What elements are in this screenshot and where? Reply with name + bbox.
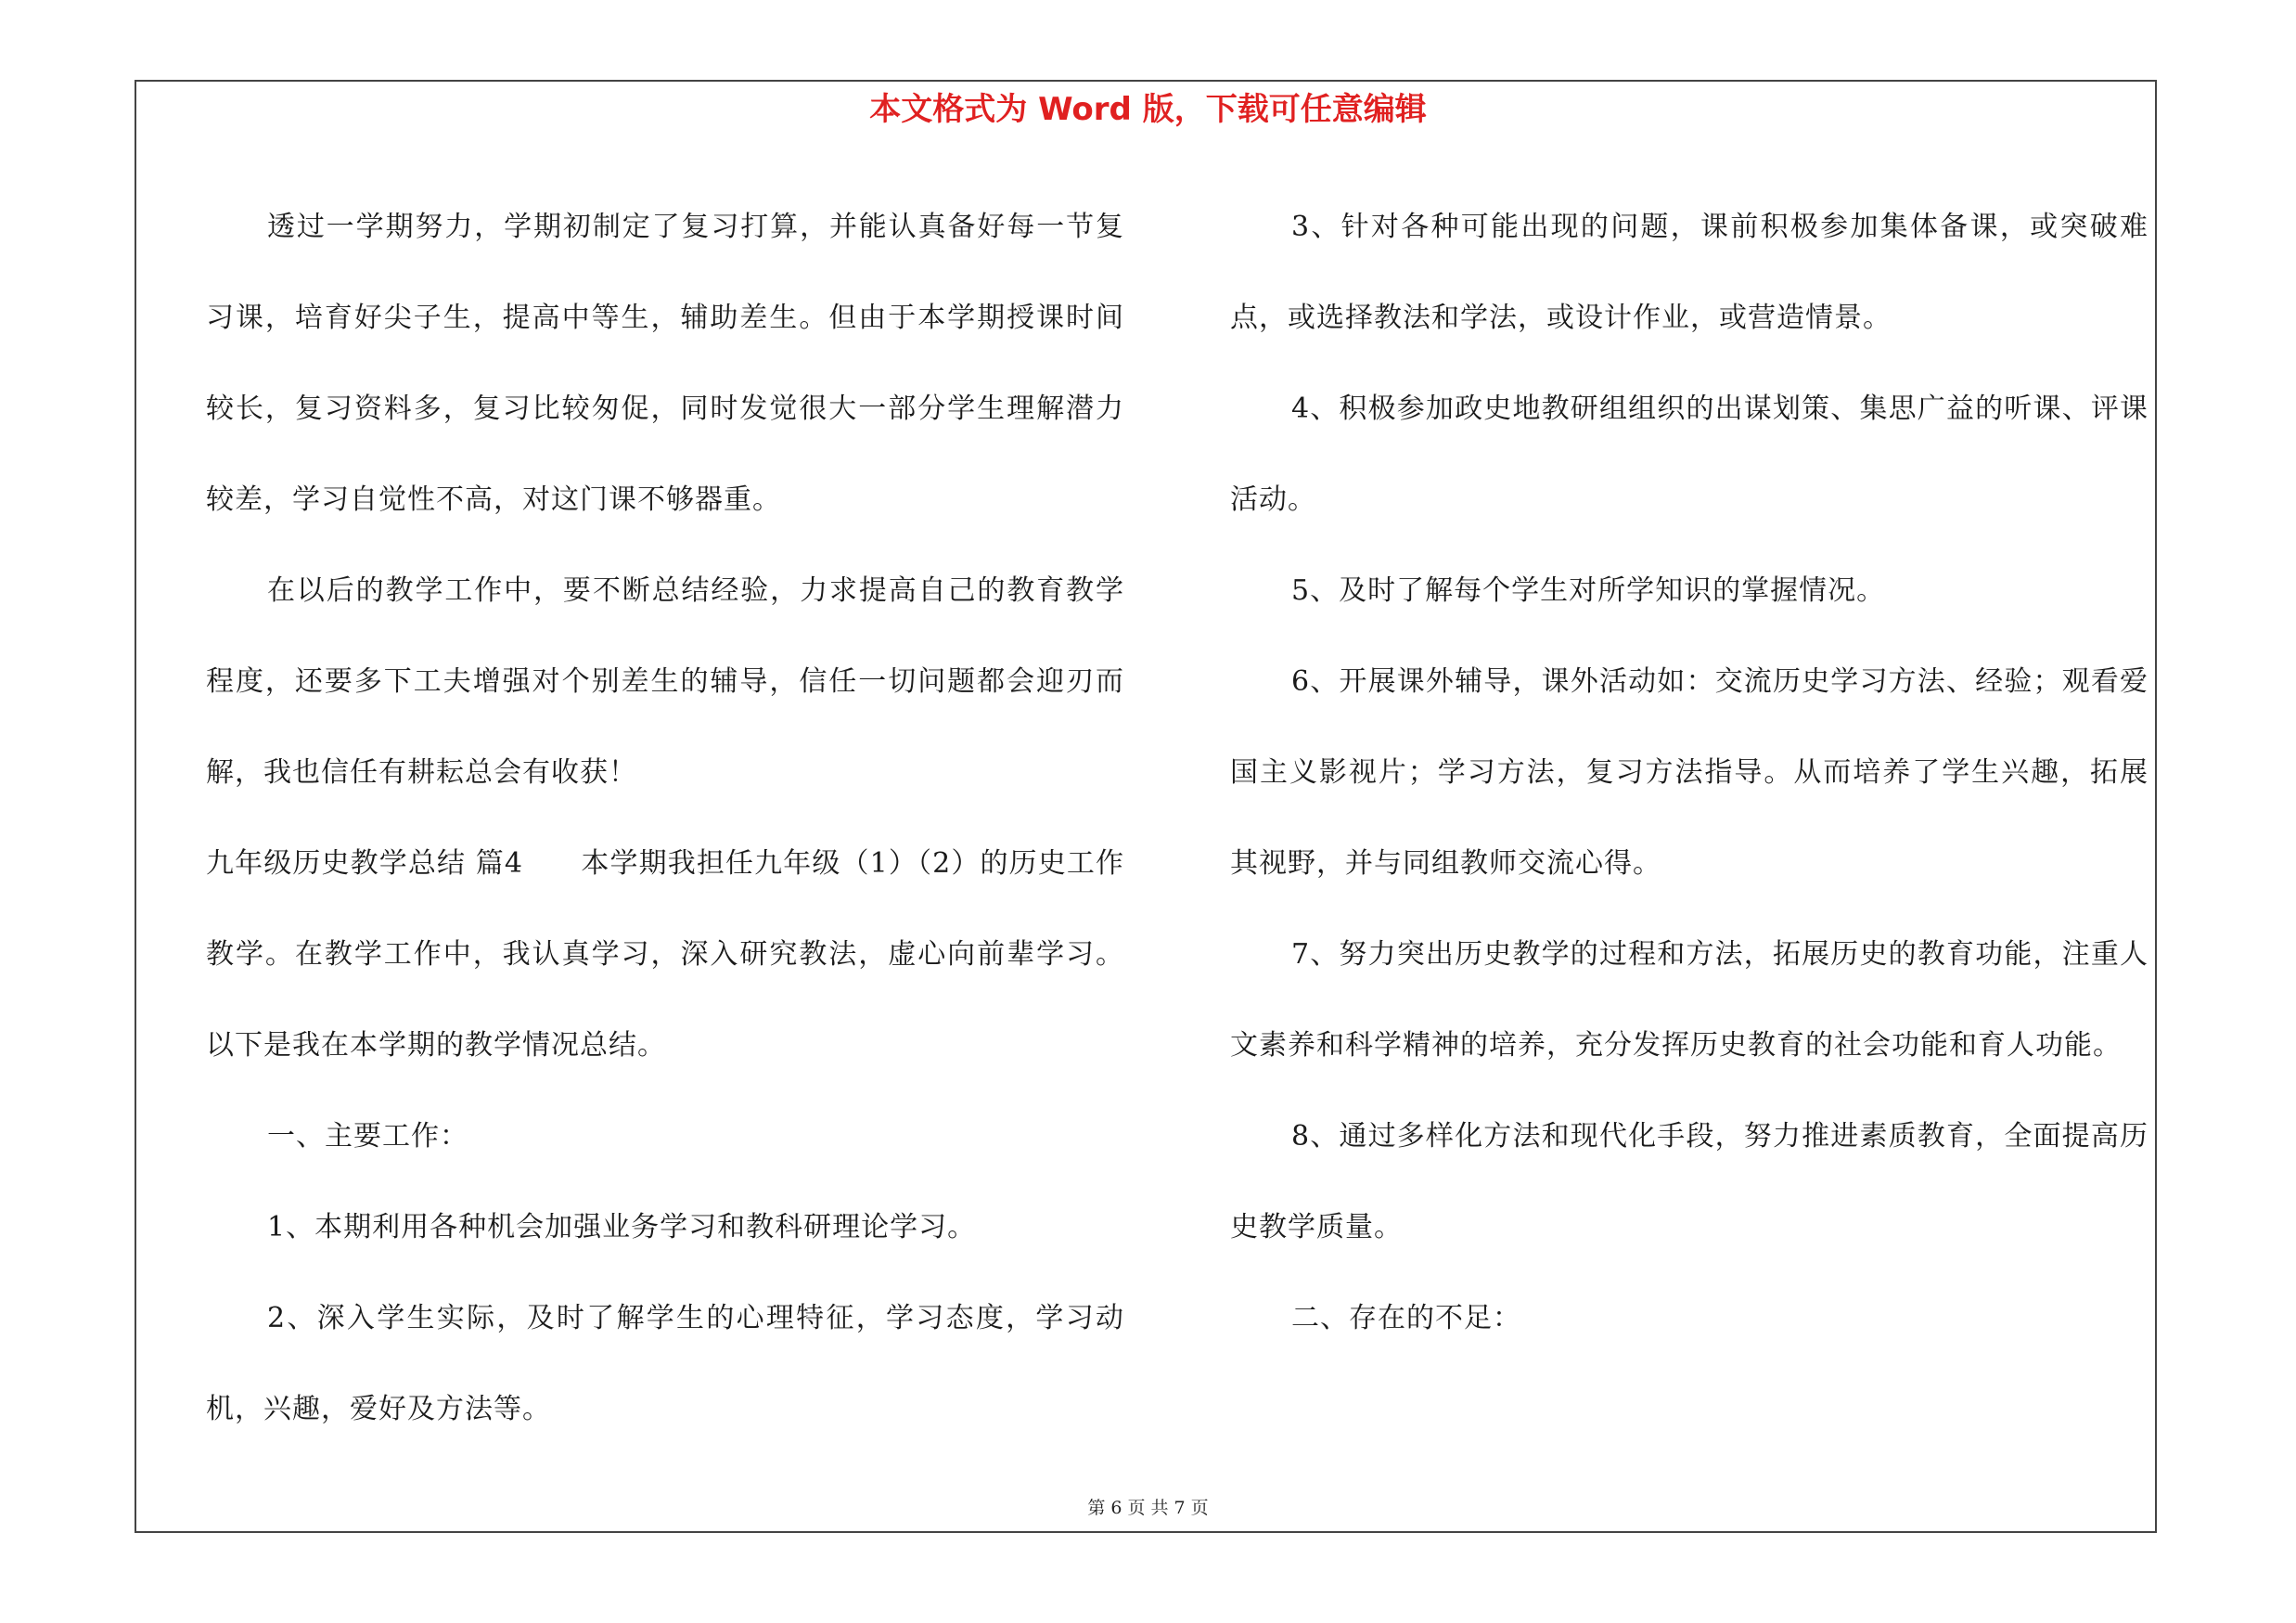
paragraph: 8、通过多样化方法和现代化手段，努力推进素质教育，全面提高历史教学质量。 (1230, 1120, 2148, 1243)
paragraph: 透过一学期努力，学期初制定了复习打算，并能认真备好每一节复习课，培育好尖子生，提高中等生，辅助差生。但由于本学期授课时间较长，复习资料多，复习比较匆促，同时发觉很大一部分学生理解潜力较差，学习自觉性不高，对这门课不够器重。 (206, 211, 1124, 516)
paragraph: 二、存在的不足： (1291, 1302, 1521, 1334)
paragraph: 5、及时了解每个学生对所学知识的掌握情况。 (1291, 574, 1886, 607)
paragraph: 6、开展课外辅导，课外活动如：交流历史学习方法、经验；观看爱国主义影视片；学习方法，复习方法指导。从而培养了学生兴趣，拓展其视野，并与同组教师交流心得。 (1230, 665, 2148, 880)
section-title-paragraph: 九年级历史教学总结 篇4 本学期我担任九年级（1）（2）的历史工作教学。在教学工作中，我认真学习，深入研究教法，虚心向前辈学习。以下是我在本学期的教学情况总结。 (206, 847, 1124, 1062)
paragraph: 7、努力突出历史教学的过程和方法，拓展历史的教育功能，注重人文素养和科学精神的培养，充分发挥历史教育的社会功能和育人功能。 (1230, 938, 2148, 1062)
right-text-column (1230, 182, 2148, 1364)
paragraph: 2、深入学生实际，及时了解学生的心理特征，学习态度，学习动机，兴趣，爱好及方法等。 (206, 1302, 1124, 1425)
paragraph: 在以后的教学工作中，要不断总结经验，力求提高自己的教育教学程度，还要多下工夫增强对个别差生的辅导，信任一切问题都会迎刃而解，我也信任有耕耘总会有收获！ (206, 574, 1124, 789)
paragraph: 4、积极参加政史地教研组组织的出谋划策、集思广益的听课、评课活动。 (1230, 393, 2148, 516)
paragraph: 一、主要工作： (267, 1120, 468, 1153)
paragraph: 1、本期利用各种机会加强业务学习和教科研理论学习。 (267, 1211, 977, 1243)
page-number-footer: 第 6 页 共 7 页 (1087, 1498, 1209, 1518)
paragraph: 3、针对各种可能出现的问题，课前积极参加集体备课，或突破难点，或选择教法和学法，或设计作业，或营造情景。 (1230, 211, 2148, 334)
editable-notice-banner: 本文格式为 Word 版，下载可任意编辑 (869, 91, 1427, 128)
left-text-column (206, 182, 1124, 1455)
